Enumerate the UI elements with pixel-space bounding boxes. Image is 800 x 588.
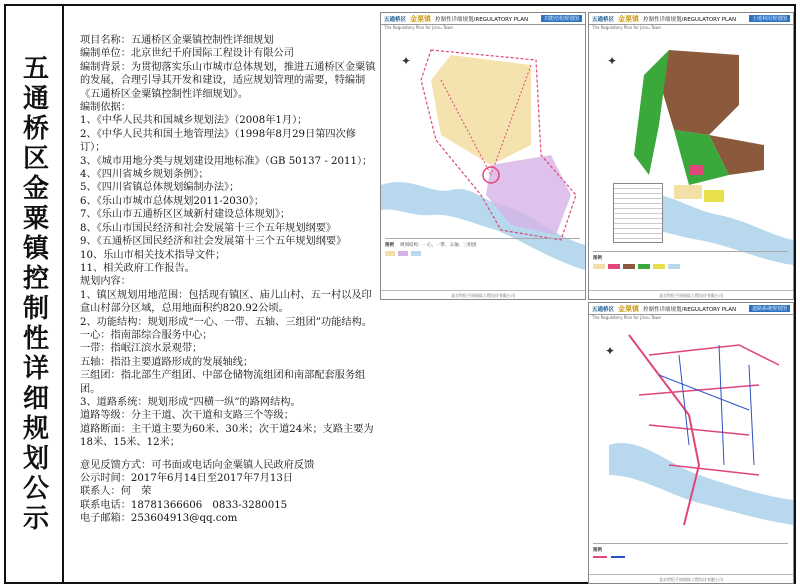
map-plan-en: 控制性详细规划/REGULATORY PLAN: [435, 16, 529, 23]
map-subtitle: The Regulatory Plan for Jinsu Town: [592, 315, 661, 320]
map-tag: 功能结构规划图: [541, 15, 582, 22]
basis-title: 编制依据：: [80, 102, 131, 114]
main-road: [649, 345, 779, 365]
map-plan-en: 控制性详细规划/REGULATORY PLAN: [643, 16, 737, 23]
legend-structure: 规划结构：一心、一带、五轴、三组团: [400, 243, 477, 248]
basis-item: 4、《四川省城乡规划条例》；: [80, 169, 209, 181]
contact: 联系人：何 荣: [80, 486, 152, 498]
project-name: 项目名称：五通桥区金粟镇控制性详细规划: [80, 35, 274, 46]
plan-item: 道路等级：分主干道、次干道和支路三个等级；: [80, 410, 294, 422]
structure-map: [380, 12, 586, 300]
legend-swatch: [593, 556, 607, 558]
legend-swatch: [608, 264, 620, 269]
residential-zone: [704, 190, 724, 202]
legend-swatch: [611, 556, 625, 558]
plan-item: 道路断面：主干道主要为60米、30米；次干道24米；支路主要为18米、15米、12米；: [80, 423, 374, 449]
background: 编制背景：为贯彻落实乐山市城市总体规划，推进五通桥区金粟镇的发展，合理引导其开发和建设，适应规划管理的需要，特编制《五通桥区金粟镇控制性详细规划》。: [80, 61, 376, 100]
legend-swatch: [398, 251, 408, 256]
road-map: [588, 302, 794, 584]
map-footer: 北京世纪千府国际工程设计有限公司: [589, 290, 793, 299]
north-arrow: ✦: [605, 344, 616, 358]
basis-item: 2、《中华人民共和国土地管理法》（1998年8月29日第四次修订）；: [80, 128, 356, 154]
legend-title: 图例: [385, 243, 394, 248]
legend-swatch: [653, 264, 665, 269]
plan-title: 规划内容：: [80, 276, 131, 288]
phone: 联系电话：18781366606 0833-3280015: [80, 499, 288, 511]
north-arrow: ✦: [401, 54, 412, 68]
map-footer: 北京世纪千府国际工程设计有限公司: [589, 574, 793, 583]
basis-item: 11、相关政府工作报告。: [80, 262, 195, 274]
river: [609, 443, 793, 525]
period: 公示时间：2017年6月14日至2017年7月13日: [80, 473, 293, 484]
legend-swatch: [623, 264, 635, 269]
basis-item: 8、《乐山市国民经济和社会发展第十三个五年规划纲要》: [80, 222, 337, 234]
residential-zone: [674, 185, 702, 199]
basis-item: 3、《城市用地分类与规划建设用地标准》（GB 50137 - 2011）；: [80, 155, 373, 167]
north-arrow: ✦: [607, 54, 618, 68]
legend-title: 图例: [593, 548, 602, 553]
feedback: 意见反馈方式：可书面或电话向金粟镇人民政府反馈: [80, 459, 315, 471]
green-zone: [634, 50, 669, 175]
map-brand: 五通桥区: [592, 306, 615, 313]
plan-item: 2、功能结构：规划形成“一心、一带、五轴、三组团”功能结构。: [80, 316, 372, 328]
plan-item: 1、镇区规划用地范围：包括现有镇区、庙儿山村、五一村以及印盒山村部分区域，总用地面积约820.92公顷。: [80, 289, 372, 315]
legend: [385, 238, 580, 256]
unit: 编制单位：北京世纪千府国际工程设计有限公司: [80, 48, 294, 60]
plan-item: 一心：指南部综合服务中心；: [80, 329, 213, 341]
basis-item: 9、《五通桥区国民经济和社会发展第十三个五年规划纲要》: [80, 236, 347, 248]
public-zone: [689, 165, 703, 175]
announcement-text: [80, 34, 380, 526]
map-plan-en: 控制性详细规划/REGULATORY PLAN: [643, 306, 737, 313]
plan-item: 3、道路系统：规划形成“四横一纵”的路网结构。: [80, 396, 301, 408]
main-road: [639, 385, 759, 395]
plan-item: 五轴：指沿主要道路形成的发展轴线；: [80, 356, 254, 368]
map-gold: 金粟镇: [410, 14, 432, 23]
industrial-zone: [659, 50, 739, 135]
plan-item: 一带：指岷江滨水景观带；: [80, 343, 203, 355]
legend-swatch: [411, 251, 421, 256]
secondary-road: [749, 365, 754, 465]
main-road: [649, 425, 749, 435]
email: 电子邮箱：253604913@qq.com: [80, 513, 238, 525]
basis-item: 7、《乐山市五通桥区区域新村建设总体规划》；: [80, 209, 291, 221]
map-gold: 金粟镇: [618, 304, 640, 313]
secondary-road: [679, 355, 689, 445]
basis-item: 10、乐山市相关技术指导文件；: [80, 249, 226, 261]
map-brand: 五通桥区: [592, 16, 615, 23]
title-column: [6, 6, 64, 582]
basis-item: 5、《四川省镇总体规划编制办法》；: [80, 182, 240, 194]
landuse-table: [613, 183, 663, 243]
map-tag: 道路系统规划图: [749, 305, 790, 312]
map-gold: 金粟镇: [618, 14, 640, 23]
secondary-road: [719, 345, 724, 465]
page-title: 五通桥区金粟镇控制性详细规划公示: [18, 54, 49, 534]
map-footer: 北京世纪千府国际工程设计有限公司: [381, 290, 585, 299]
map-tag: 土地利用规划图: [749, 15, 790, 22]
legend-swatch: [638, 264, 650, 269]
map-subtitle: The Regulatory Plan for Jinsu Town: [384, 25, 453, 30]
road-map-drawing: [589, 325, 793, 555]
map-subtitle: The Regulatory Plan for Jinsu Town: [592, 25, 661, 30]
legend: [593, 251, 788, 269]
legend-swatch: [668, 264, 680, 269]
basis-item: 6、《乐山市城市总体规划2011-2030》；: [80, 195, 265, 207]
legend-title: 图例: [593, 256, 602, 261]
plan-item: 三组团：指北部生产组团、中部仓储物流组团和南部配套服务组团。: [80, 370, 366, 395]
map-brand: 五通桥区: [384, 16, 407, 23]
basis-item: 1、《中华人民共和国城乡规划法》（2008年1月）；: [80, 115, 308, 127]
landuse-map: [588, 12, 794, 300]
legend-swatch: [385, 251, 395, 256]
legend-swatch: [593, 264, 605, 269]
legend: [593, 543, 788, 558]
north-zone: [431, 55, 531, 165]
